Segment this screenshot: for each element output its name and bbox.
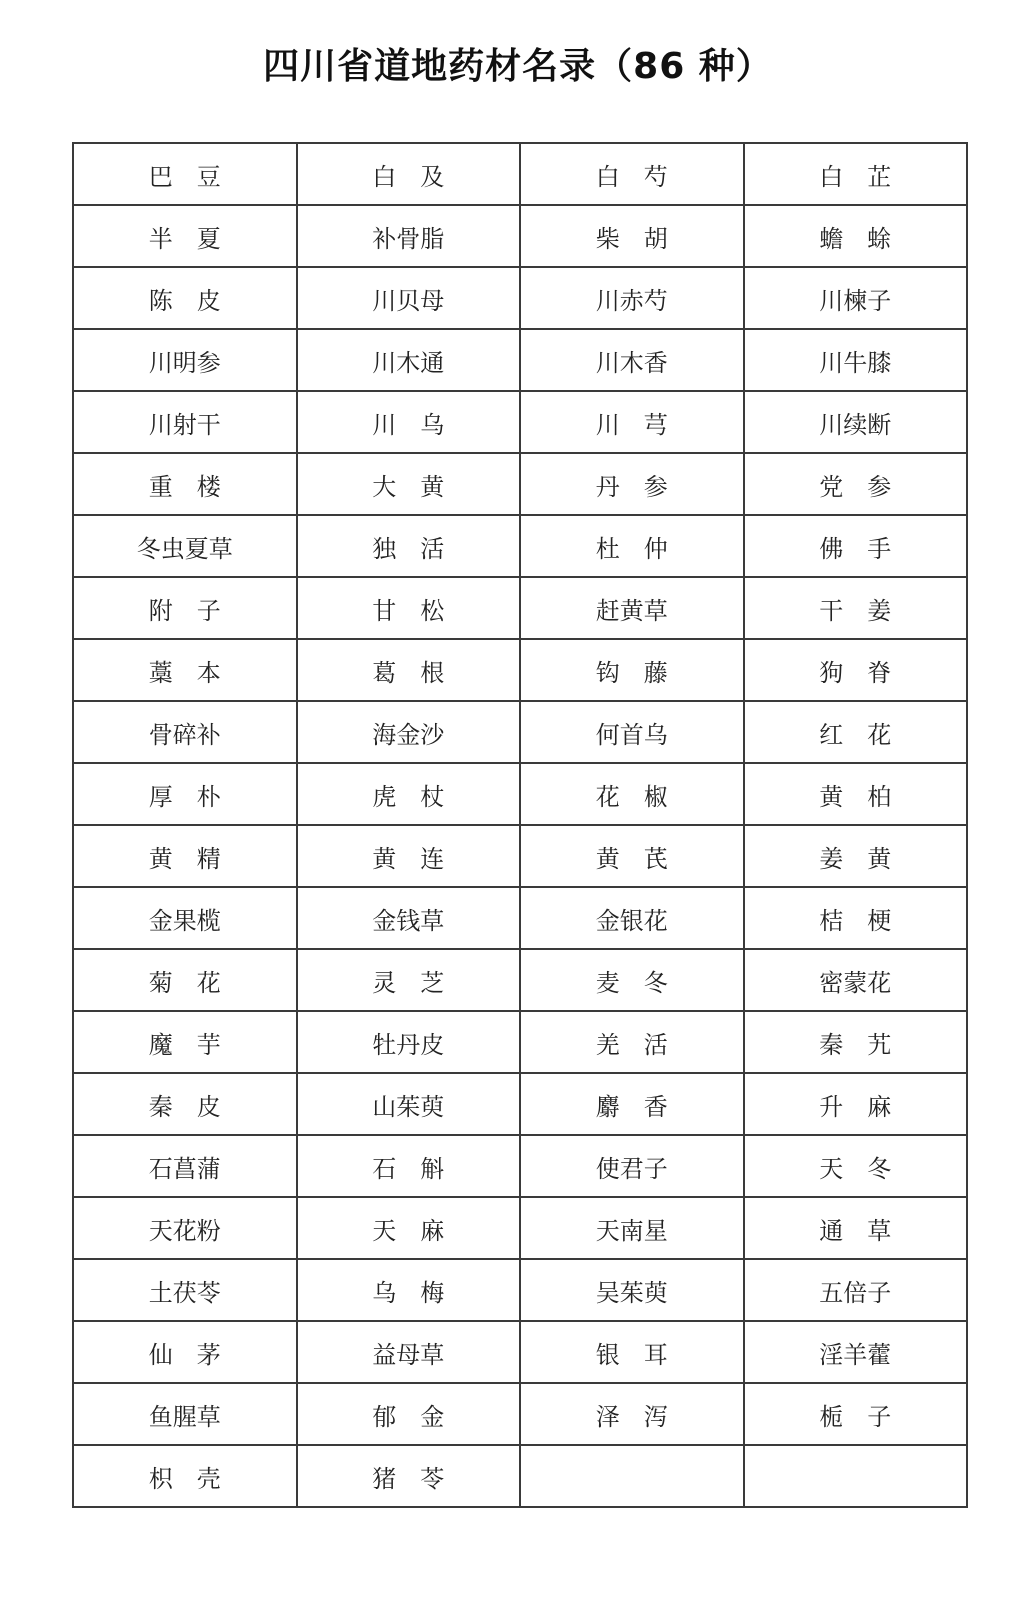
herb-cell: 石菖蒲	[73, 1135, 297, 1197]
herb-cell: 大 黄	[297, 453, 521, 515]
herb-cell: 天 冬	[744, 1135, 968, 1197]
table-row	[73, 701, 967, 763]
herb-cell: 补骨脂	[297, 205, 521, 267]
herb-cell: 川 乌	[297, 391, 521, 453]
herb-cell: 赶黄草	[520, 577, 744, 639]
herb-cell: 金果榄	[73, 887, 297, 949]
herb-cell: 重 楼	[73, 453, 297, 515]
herb-cell: 姜 黄	[744, 825, 968, 887]
herb-cell	[520, 1445, 744, 1507]
herb-cell: 枳 壳	[73, 1445, 297, 1507]
herb-cell: 菊 花	[73, 949, 297, 1011]
table-row	[73, 515, 967, 577]
herb-cell: 川楝子	[744, 267, 968, 329]
herb-cell: 升 麻	[744, 1073, 968, 1135]
herb-cell: 蟾 蜍	[744, 205, 968, 267]
herb-cell: 川木通	[297, 329, 521, 391]
herb-cell: 厚 朴	[73, 763, 297, 825]
herb-cell: 丹 参	[520, 453, 744, 515]
herb-cell: 红 花	[744, 701, 968, 763]
herb-cell: 黄 连	[297, 825, 521, 887]
herb-cell: 海金沙	[297, 701, 521, 763]
table-row	[73, 949, 967, 1011]
herb-cell: 川续断	[744, 391, 968, 453]
herb-cell: 半 夏	[73, 205, 297, 267]
herb-cell: 栀 子	[744, 1383, 968, 1445]
herb-cell: 鱼腥草	[73, 1383, 297, 1445]
herb-cell: 仙 茅	[73, 1321, 297, 1383]
herb-cell: 秦 艽	[744, 1011, 968, 1073]
table-row	[73, 1073, 967, 1135]
table-row	[73, 1011, 967, 1073]
herb-cell: 牡丹皮	[297, 1011, 521, 1073]
herb-cell: 吴茱萸	[520, 1259, 744, 1321]
herb-cell: 黄 芪	[520, 825, 744, 887]
herb-cell: 附 子	[73, 577, 297, 639]
table-row	[73, 1321, 967, 1383]
herb-cell: 乌 梅	[297, 1259, 521, 1321]
herb-cell: 黄 精	[73, 825, 297, 887]
herb-cell: 骨碎补	[73, 701, 297, 763]
table-row	[73, 639, 967, 701]
herb-cell: 郁 金	[297, 1383, 521, 1445]
herb-table	[72, 142, 968, 1508]
herb-cell: 葛 根	[297, 639, 521, 701]
table-row	[73, 391, 967, 453]
herb-cell: 藁 本	[73, 639, 297, 701]
table-row	[73, 267, 967, 329]
herb-cell: 虎 杖	[297, 763, 521, 825]
herb-cell: 冬虫夏草	[73, 515, 297, 577]
herb-cell: 白 及	[297, 143, 521, 205]
table-row	[73, 1259, 967, 1321]
table-row	[73, 143, 967, 205]
herb-cell: 甘 松	[297, 577, 521, 639]
herb-cell: 柴 胡	[520, 205, 744, 267]
herb-cell: 猪 苓	[297, 1445, 521, 1507]
herb-cell: 狗 脊	[744, 639, 968, 701]
herb-cell: 独 活	[297, 515, 521, 577]
table-row	[73, 329, 967, 391]
herb-cell: 麦 冬	[520, 949, 744, 1011]
herb-cell: 黄 柏	[744, 763, 968, 825]
herb-cell: 通 草	[744, 1197, 968, 1259]
herb-cell: 土茯苓	[73, 1259, 297, 1321]
table-row	[73, 763, 967, 825]
table-row	[73, 1135, 967, 1197]
table-row	[73, 577, 967, 639]
herb-cell	[744, 1445, 968, 1507]
herb-cell: 杜 仲	[520, 515, 744, 577]
herb-cell: 金钱草	[297, 887, 521, 949]
herb-cell: 干 姜	[744, 577, 968, 639]
herb-cell: 使君子	[520, 1135, 744, 1197]
herb-cell: 佛 手	[744, 515, 968, 577]
herb-cell: 灵 芝	[297, 949, 521, 1011]
herb-cell: 山茱萸	[297, 1073, 521, 1135]
herb-cell: 天 麻	[297, 1197, 521, 1259]
herb-table-body	[73, 143, 967, 1507]
table-row	[73, 1445, 967, 1507]
herb-cell: 羌 活	[520, 1011, 744, 1073]
herb-cell: 泽 泻	[520, 1383, 744, 1445]
herb-cell: 川射干	[73, 391, 297, 453]
herb-cell: 党 参	[744, 453, 968, 515]
herb-cell: 天南星	[520, 1197, 744, 1259]
herb-cell: 花 椒	[520, 763, 744, 825]
herb-cell: 五倍子	[744, 1259, 968, 1321]
table-row	[73, 825, 967, 887]
herb-cell: 川牛膝	[744, 329, 968, 391]
table-row	[73, 1197, 967, 1259]
herb-cell: 益母草	[297, 1321, 521, 1383]
herb-cell: 川 芎	[520, 391, 744, 453]
herb-cell: 川明参	[73, 329, 297, 391]
herb-cell: 天花粉	[73, 1197, 297, 1259]
herb-cell: 白 芷	[744, 143, 968, 205]
herb-cell: 魔 芋	[73, 1011, 297, 1073]
herb-cell: 银 耳	[520, 1321, 744, 1383]
herb-cell: 桔 梗	[744, 887, 968, 949]
herb-cell: 陈 皮	[73, 267, 297, 329]
herb-cell: 金银花	[520, 887, 744, 949]
herb-cell: 川贝母	[297, 267, 521, 329]
table-row	[73, 1383, 967, 1445]
herb-cell: 川赤芍	[520, 267, 744, 329]
table-row	[73, 453, 967, 515]
herb-cell: 秦 皮	[73, 1073, 297, 1135]
page-title: 四川省道地药材名录（86 种）	[263, 46, 773, 87]
herb-cell: 巴 豆	[73, 143, 297, 205]
herb-cell: 淫羊藿	[744, 1321, 968, 1383]
herb-cell: 麝 香	[520, 1073, 744, 1135]
table-row	[73, 887, 967, 949]
herb-cell: 川木香	[520, 329, 744, 391]
table-row	[73, 205, 967, 267]
herb-cell: 石 斛	[297, 1135, 521, 1197]
herb-cell: 白 芍	[520, 143, 744, 205]
herb-cell: 何首乌	[520, 701, 744, 763]
herb-cell: 钩 藤	[520, 639, 744, 701]
herb-cell: 密蒙花	[744, 949, 968, 1011]
